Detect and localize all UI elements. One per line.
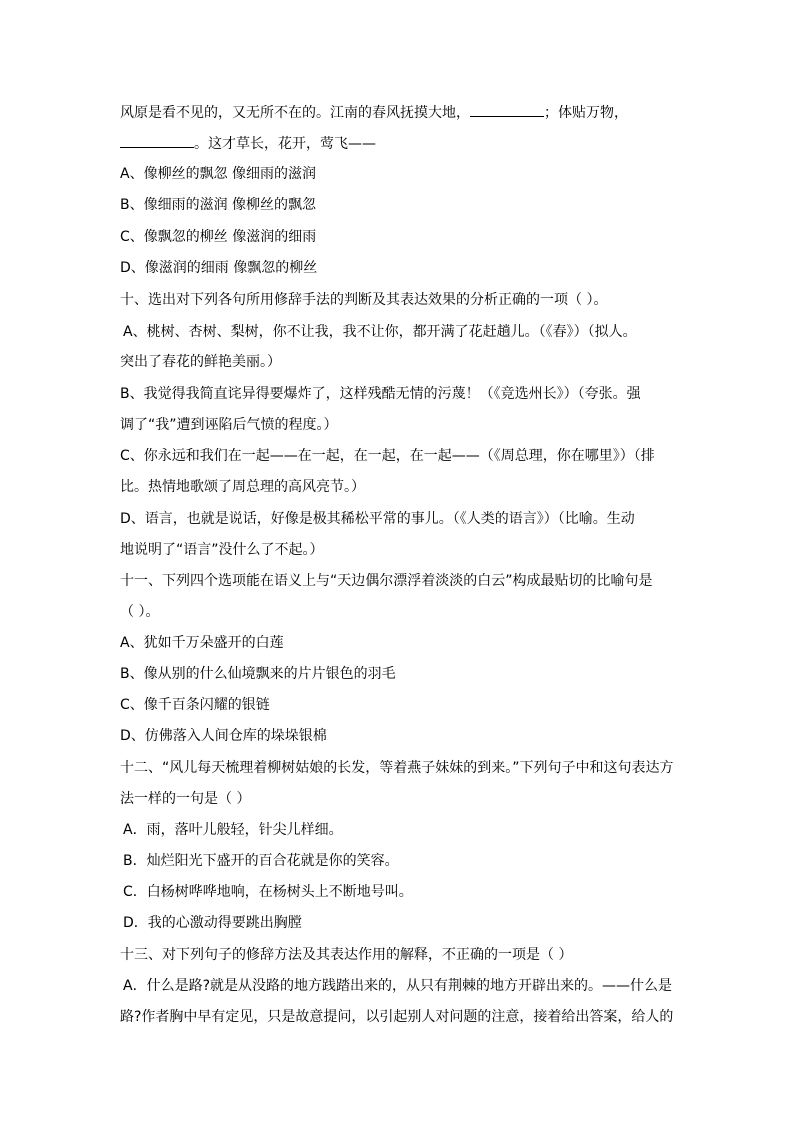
q10-option-c-line1: C、你永远和我们在一起——在一起，在一起，在一起——（《周总理，你在哪里》）（排 (120, 448, 655, 464)
q11-option-c: C、像千百条闪耀的银链 (120, 697, 270, 713)
q11-option-d: D、仿佛落入人间仓库的垛垛银棉 (120, 728, 327, 744)
q12-stem-line1: 十二、“风儿每天梳理着柳树姑娘的长发，等着燕子妹妹的到来。”下列句子中和这句表达方 (120, 760, 674, 776)
q9-option-d: D、像滋润的细雨 像飘忽的柳丝 (120, 260, 318, 276)
passage-text: ；体贴万物， (544, 105, 628, 121)
passage-line-2 (120, 133, 680, 154)
q12-stem-line2: 法一样的一句是（ ） (120, 791, 251, 807)
passage-text: 风原是看不见的，又无所不在的。江南的春风抚摸大地， (120, 105, 470, 121)
q13-option-a-line2: 路?作者胸中早有定见，只是故意提问，以引起别人对问题的注意，接着给出答案，给人的 (120, 1009, 674, 1025)
passage-line-1 (120, 102, 680, 123)
q10-stem: 十、选出对下列各句所用修辞手法的判断及其表达效果的分析正确的一项（ ）。 (120, 292, 608, 308)
q9-option-c: C、像飘忽的柳丝 像滋润的细雨 (120, 229, 317, 245)
q11-option-a: A、犹如千万朵盛开的白莲 (120, 635, 284, 651)
q10-option-c-line2: 比。热情地歌颂了周总理的高风亮节。） (120, 479, 365, 495)
fill-blank-2[interactable] (120, 133, 194, 148)
q12-option-c: C．白杨树哗哗地响，在杨树头上不断地号叫。 (123, 884, 413, 900)
q9-option-b: B、像细雨的滋润 像柳丝的飘忽 (120, 197, 317, 213)
passage-text: 。这才草长，花开，莺飞—— (194, 136, 376, 152)
fill-blank-1[interactable] (470, 102, 544, 117)
q11-option-b: B、像从别的什么仙境飘来的片片银色的羽毛 (120, 666, 396, 682)
q9-option-a: A、像柳丝的飘忽 像细雨的滋润 (120, 166, 317, 182)
q12-option-a: A．雨，落叶儿般轻，针尖儿样细。 (123, 822, 343, 838)
q10-option-b-line1: B、我觉得我简直诧异得要爆炸了，这样残酷无情的污蔑！（《竞选州长》）（夸张。强 (120, 386, 641, 402)
q13-option-a-line1: A．什么是路?就是从没路的地方践踏出来的，从只有荆棘的地方开辟出来的。——什么是 (123, 978, 673, 994)
q12-option-b: B．灿烂阳光下盛开的百合花就是你的笑容。 (123, 853, 399, 869)
q13-stem: 十三、对下列句子的修辞方法及其表达作用的解释，不正确的一项是（ ） (120, 947, 573, 963)
q10-option-d-line1: D、语言，也就是说话，好像是极其稀松平常的事儿。（《人类的语言》）（比喻。生动 (120, 511, 635, 527)
q11-stem-line2: （ ）。 (120, 604, 160, 620)
q10-option-a-line1: A、桃树、杏树、梨树，你不让我，我不让你，都开满了花赶趟儿。（《春》）（拟人。 (123, 324, 637, 340)
q12-option-d: D．我的心激动得要跳出胸膛 (123, 915, 302, 931)
q11-stem-line1: 十一、下列四个选项能在语义上与“天边偶尔漂浮着淡淡的白云”构成最贴切的比喻句是 (120, 573, 653, 589)
q10-option-d-line2: 地说明了“语言”没什么了不起。） (120, 542, 324, 558)
q10-option-a-line2: 突出了春花的鲜艳美丽。） (120, 354, 281, 370)
q10-option-b-line2: 调了“我”遭到诬陷后气愤的程度。） (120, 417, 338, 433)
